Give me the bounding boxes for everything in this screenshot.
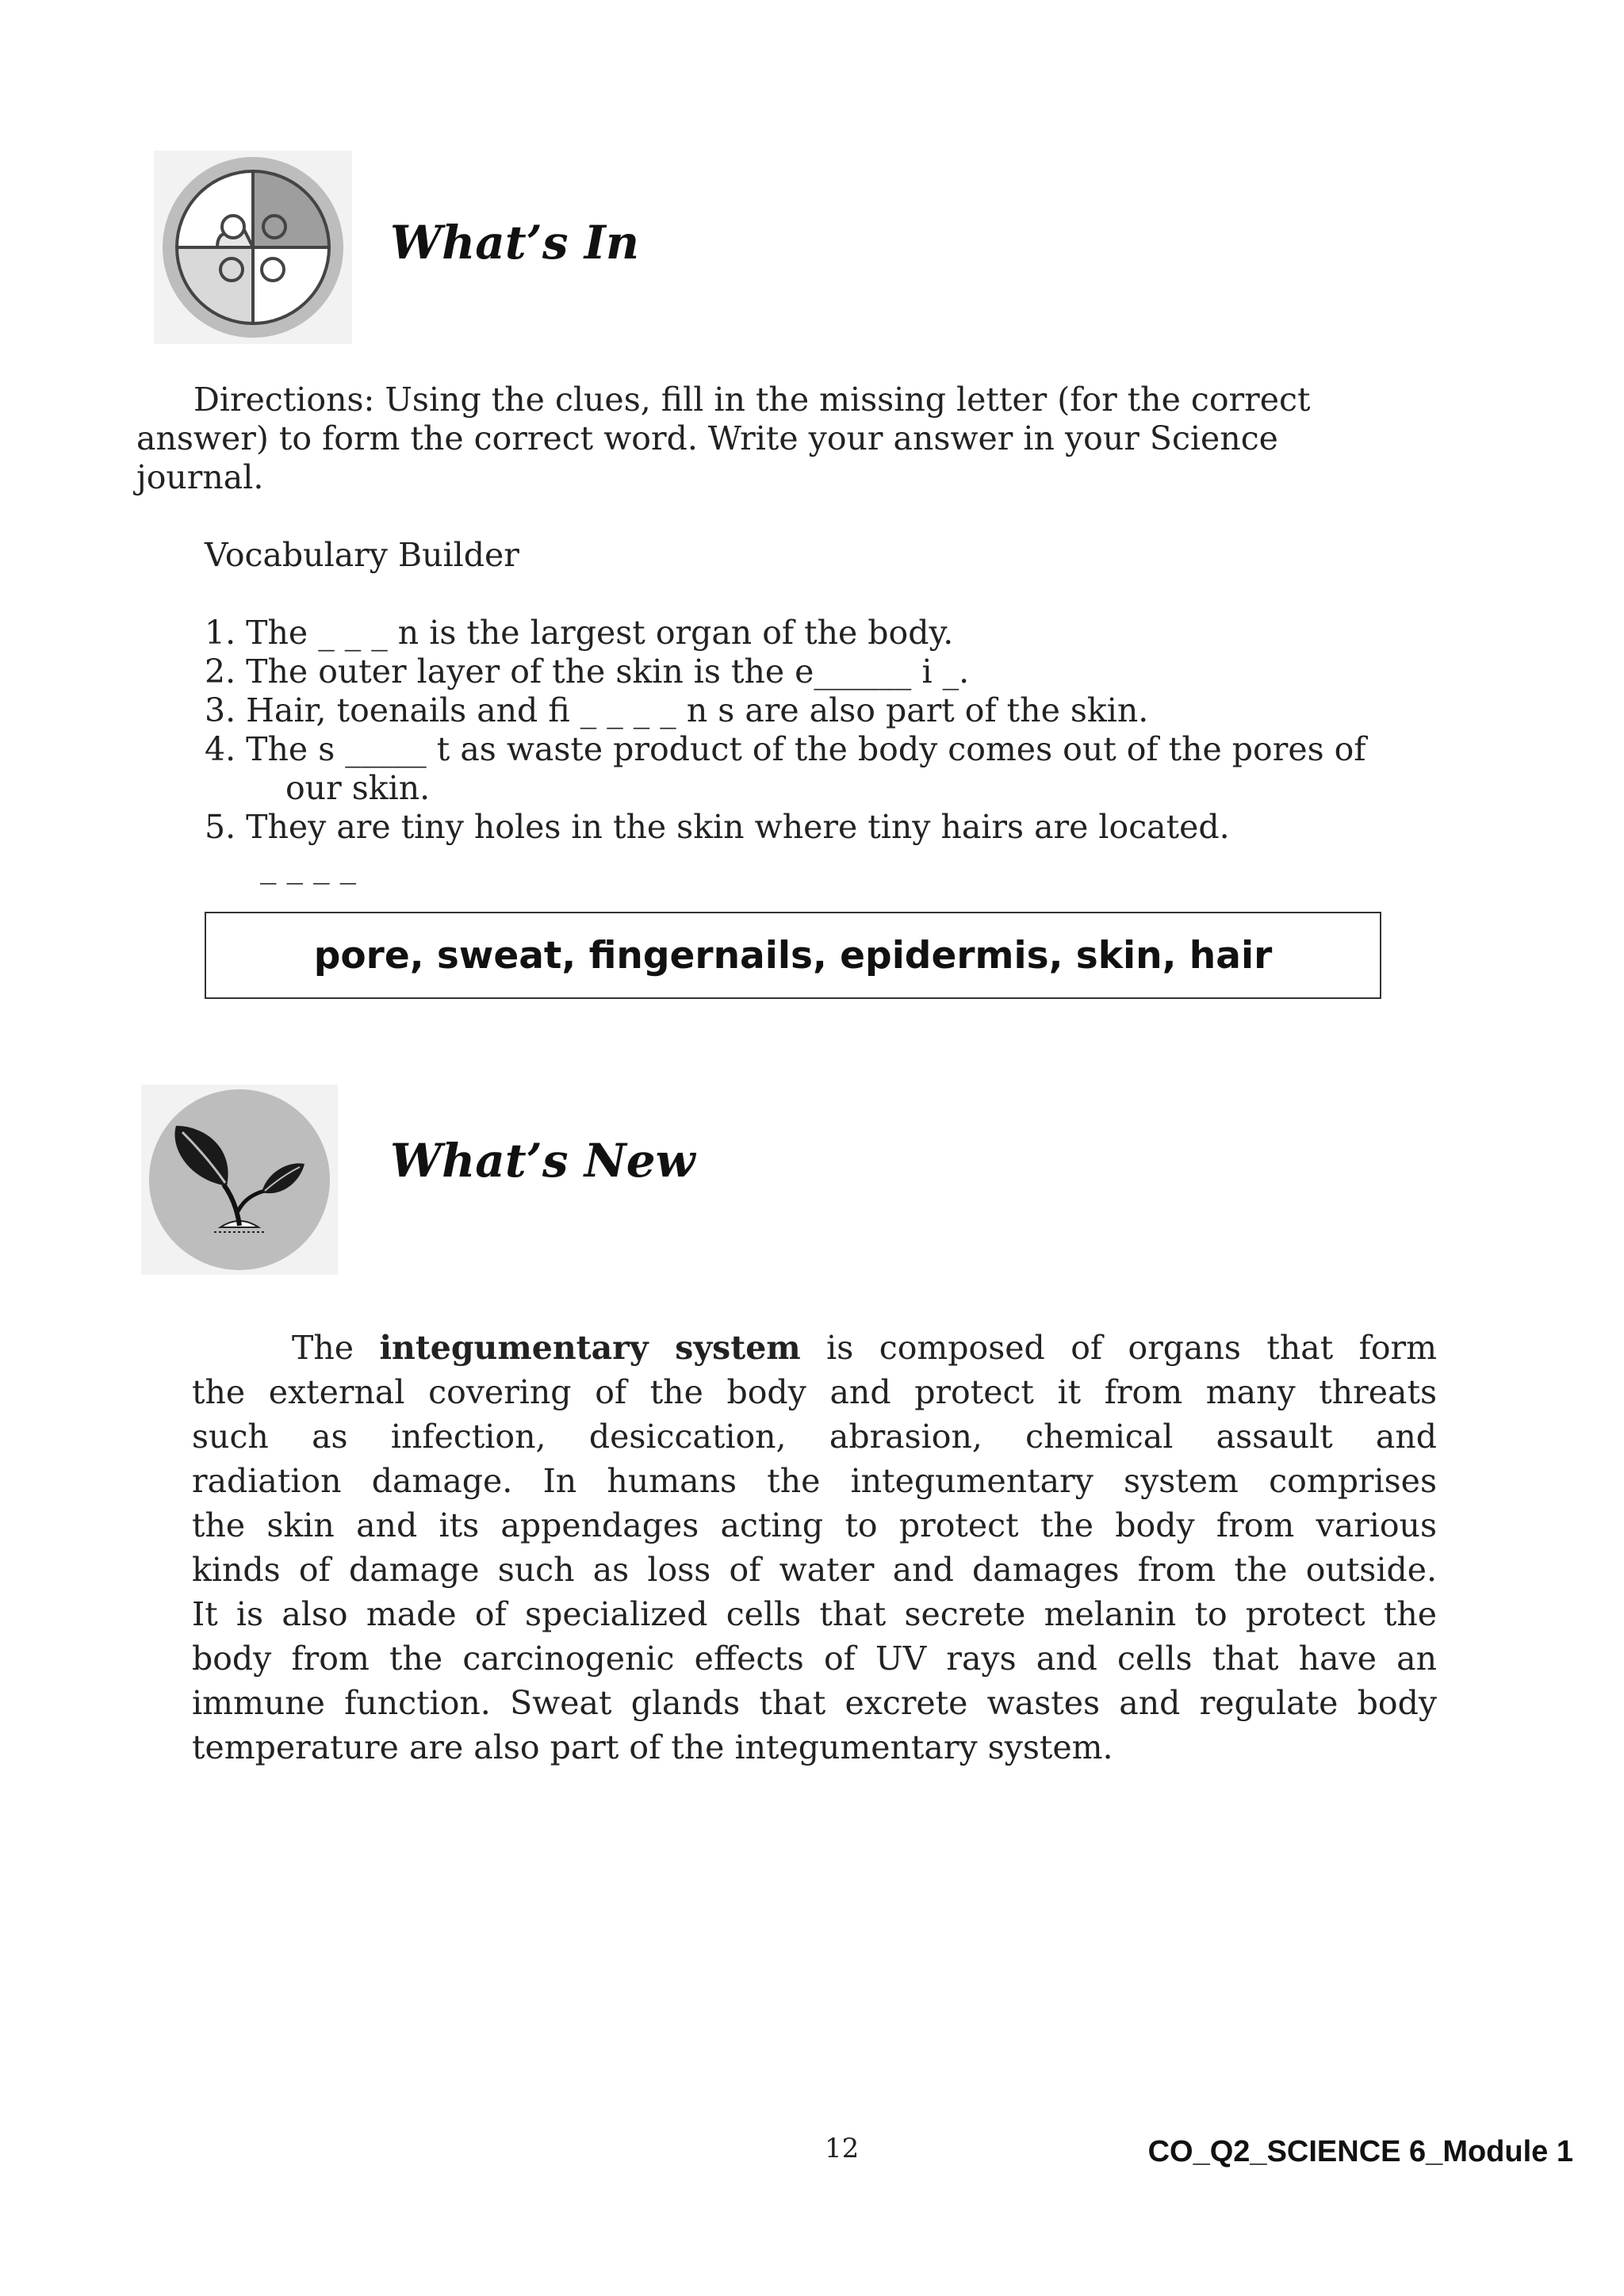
- directions-line-3: journal.: [136, 458, 264, 496]
- paragraph-line-10: temperature are also part of the integumentary system.: [192, 1728, 1113, 1766]
- directions-line-2: answer) to form the correct word. Write your answer in your Science: [136, 419, 1278, 457]
- plant-icon: [141, 1085, 338, 1275]
- directions-line-1: Directions: Using the clues, fill in the missing letter (for the correct: [193, 381, 1311, 419]
- vocab-item-3: 3. Hair, toenails and fi _ _ _ _ n s are also part of the skin.: [205, 691, 1149, 729]
- paragraph-line-1: [292, 1329, 1437, 1367]
- paragraph-line-4: radiation damage. In humans the integumentary system comprises: [192, 1462, 1437, 1500]
- paragraph-line-6: kinds of damage such as loss of water and damages from the outside.: [192, 1551, 1437, 1589]
- paragraph-line-9: immune function. Sweat glands that excrete wastes and regulate body: [192, 1684, 1437, 1722]
- word-bank-box: [205, 912, 1381, 999]
- section-title-whats-new: What’s New: [390, 1134, 695, 1188]
- paragraph-line-8: body from the carcinogenic effects of UV rays and cells that have an: [192, 1640, 1437, 1678]
- vocab-item-5-blank: _ _ _ _: [260, 847, 357, 885]
- vocab-item-4: 4. The s _____ t as waste product of the body comes out of the pores of: [205, 730, 1366, 768]
- vocabulary-builder-title: Vocabulary Builder: [205, 536, 519, 574]
- paragraph-line-7: It is also made of specialized cells that secrete melanin to protect the: [192, 1595, 1437, 1633]
- vocab-item-5: 5. They are tiny holes in the skin where tiny hairs are located.: [205, 808, 1230, 846]
- paragraph-line-5: the skin and its appendages acting to protect the body from various: [192, 1506, 1437, 1544]
- puzzle-icon: [154, 151, 352, 344]
- vocab-item-4-cont: our skin.: [285, 769, 431, 807]
- module-code: CO_Q2_SCIENCE 6_Module 1: [1147, 2135, 1573, 2168]
- paragraph-intro: The: [292, 1329, 380, 1367]
- vocab-item-1: 1. The _ _ _ n is the largest organ of the body.: [205, 614, 954, 652]
- page-number: 12: [825, 2133, 860, 2164]
- paragraph-bold-term: integumentary system: [379, 1329, 801, 1367]
- section-title-whats-in: What’s In: [390, 216, 640, 270]
- vocab-item-2: 2. The outer layer of the skin is the e______ i _.: [205, 652, 970, 691]
- paragraph-line-1-rest: is composed of organs that form: [800, 1329, 1437, 1367]
- paragraph-line-2: the external covering of the body and protect it from many threats: [192, 1373, 1437, 1411]
- word-bank-text: pore, sweat, fingernails, epidermis, skin, hair: [313, 933, 1273, 978]
- paragraph-line-3: such as infection, desiccation, abrasion, chemical assault and: [192, 1418, 1437, 1456]
